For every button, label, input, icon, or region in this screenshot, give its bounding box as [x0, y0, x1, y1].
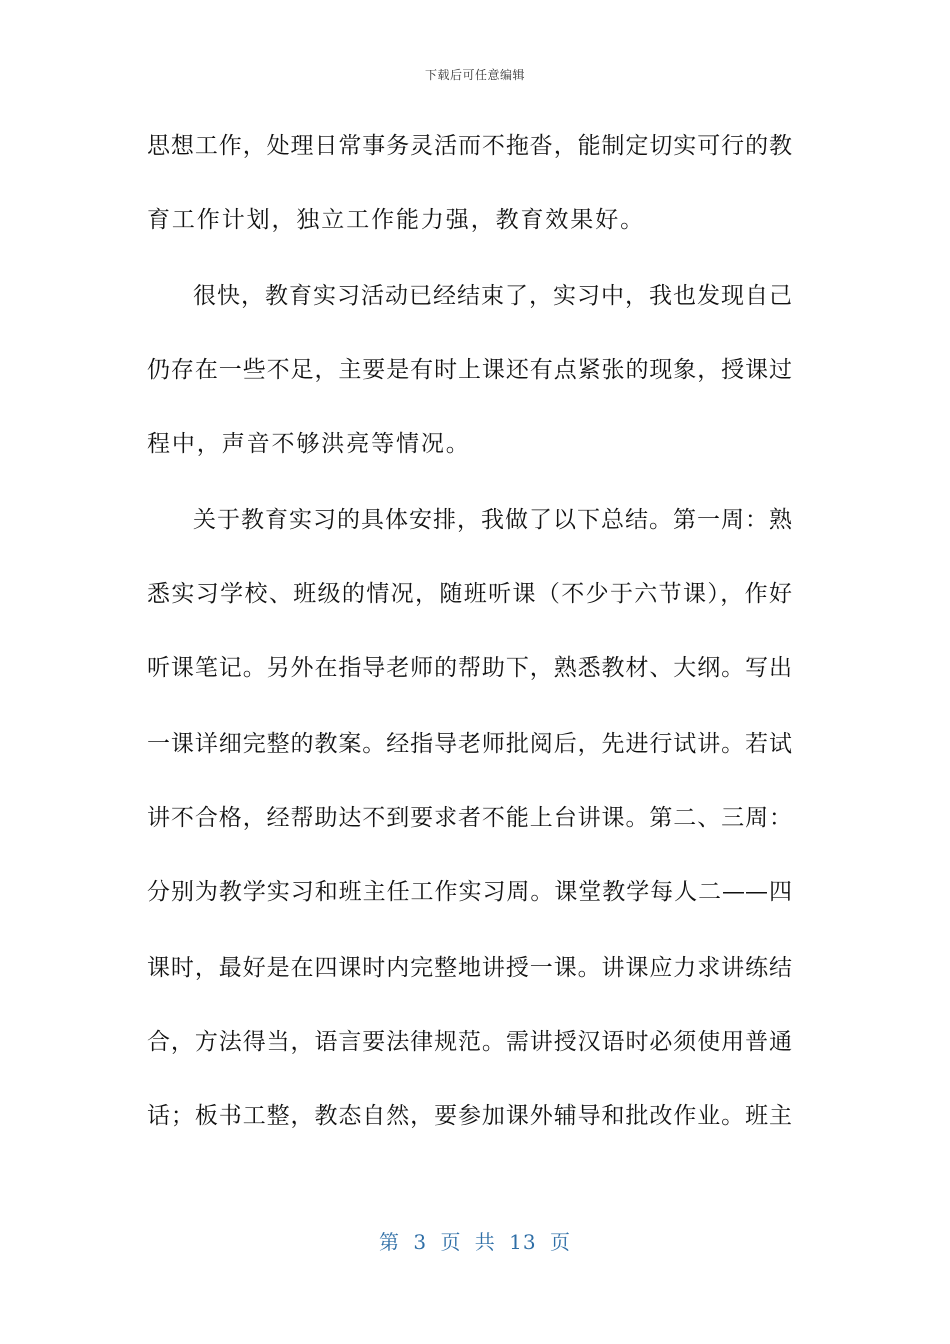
text-line: 思想工作，处理日常事务灵活而不拖沓，能制定切实可行的教 [147, 133, 792, 159]
paragraph-start-line: 很快，教育实习活动已经结束了，实习中，我也发现自己 [193, 283, 792, 309]
text-line: 程中，声音不够洪亮等情况。 [147, 431, 471, 457]
text-line: 悉实习学校、班级的情况，随班听课（不少于六节课），作好 [147, 581, 792, 607]
page-number-footer: 第 3 页 共 13 页 [379, 1230, 571, 1254]
text-line: 合，方法得当，语言要法律规范。需讲授汉语时必须使用普通 [147, 1029, 792, 1055]
text-line: 课时，最好是在四课时内完整地讲授一课。讲课应力求讲练结 [147, 955, 792, 981]
page-header-note: 下载后可任意编辑 [424, 68, 525, 82]
text-line: 话；板书工整，教态自然，要参加课外辅导和批改作业。班主 [147, 1103, 792, 1129]
text-line: 听课笔记。另外在指导老师的帮助下，熟悉教材、大纲。写出 [147, 655, 792, 681]
text-line: 育工作计划，独立工作能力强，教育效果好。 [147, 207, 645, 233]
text-line: 仍存在一些不足，主要是有时上课还有点紧张的现象，授课过 [147, 357, 792, 383]
text-line: 一课详细完整的教案。经指导老师批阅后，先进行试讲。若试 [147, 731, 792, 757]
text-line: 分别为教学实习和班主任工作实习周。课堂教学每人二——四 [147, 879, 792, 905]
paragraph-start-line: 关于教育实习的具体安排，我做了以下总结。第一周：熟 [193, 507, 792, 533]
text-line: 讲不合格，经帮助达不到要求者不能上台讲课。第二、三周： [147, 805, 792, 831]
